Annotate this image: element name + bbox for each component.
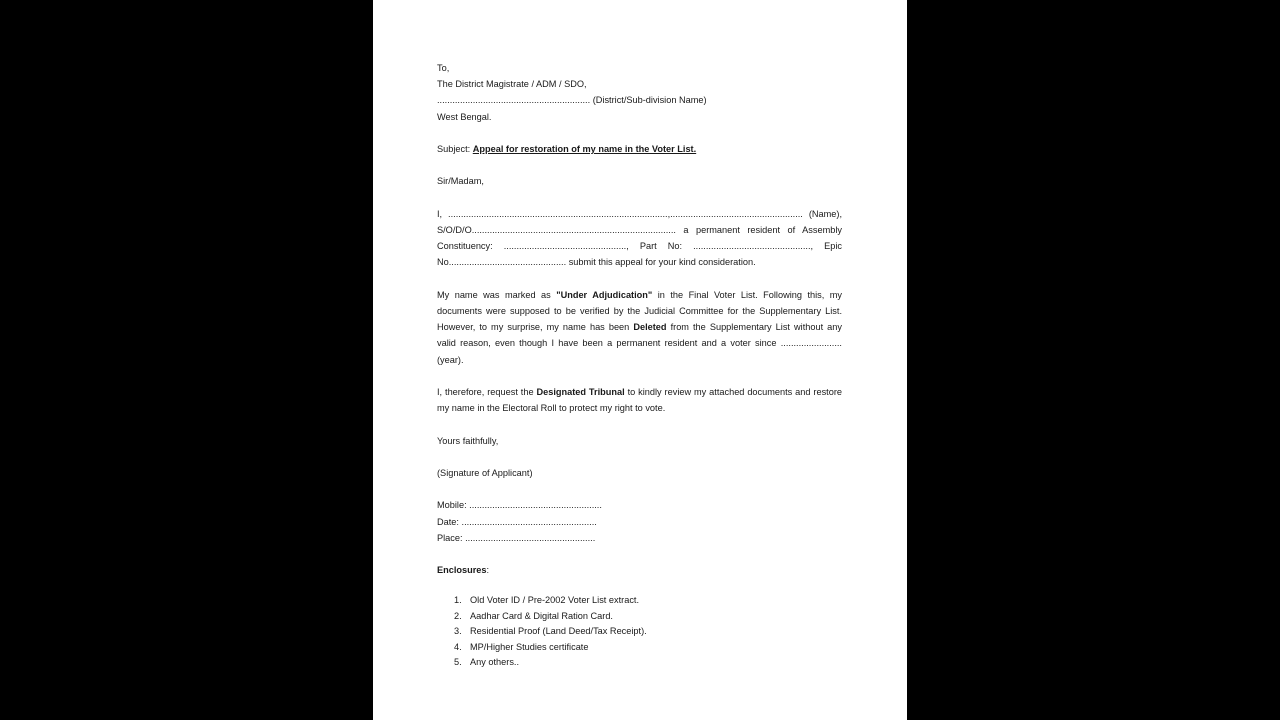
list-number: 4. — [454, 641, 462, 652]
list-number: 5. — [454, 656, 462, 667]
place-line: Place: ................................................... — [437, 532, 596, 543]
enclosures-heading — [437, 562, 842, 578]
intro-line-3: Constituency: ................................................, Part No: .............................................., Epic — [437, 241, 842, 252]
subject-label: Subject: — [437, 144, 473, 154]
list-text: Aadhar Card & Digital Ration Card. — [470, 610, 613, 621]
enclosures-label: Enclosures — [437, 565, 487, 576]
addressee-line: The District Magistrate / ADM / SDO, — [437, 79, 587, 90]
document-page — [373, 0, 907, 720]
to-line: To, — [437, 63, 450, 73]
list-number: 1. — [454, 595, 462, 606]
intro-line-4: No.............................................. submit this appeal for your kind consideration. — [437, 257, 756, 268]
intro-line-2: S/O/D/O................................................................................ a permanent resident of Assembly — [437, 224, 842, 235]
salutation: Sir/Madam, — [437, 176, 484, 187]
para2-text-e: from the Supplementary List without any valid reason, even though I have been a permanent resident and a voter since ........................ (year). — [437, 322, 842, 365]
date-line: Date: ..................................................... — [437, 516, 597, 527]
list-item — [437, 640, 842, 655]
designated-tribunal-text: Designated Tribunal — [536, 386, 625, 397]
list-text: Old Voter ID / Pre-2002 Voter List extract. — [470, 595, 640, 606]
list-text: Residential Proof (Land Deed/Tax Receipt). — [470, 626, 647, 637]
signature-line: (Signature of Applicant) — [437, 467, 533, 478]
list-item — [437, 593, 842, 608]
list-number: 3. — [454, 626, 462, 637]
list-item — [437, 624, 842, 639]
para3-text-c: to kindly review my attached documents and restore my name in the Electoral Roll to protect my right to vote. — [437, 386, 843, 414]
enclosures-colon: : — [486, 565, 490, 576]
para2-text-c: in the Final Voter List. Following this, my documents were supposed to be verified by the Judicial Committee for the Supplementary List. However, to my surprise, my name has been — [437, 289, 843, 333]
request-paragraph — [437, 384, 842, 416]
list-item — [437, 609, 842, 624]
under-adjudication-text: "Under Adjudication" — [556, 289, 653, 300]
mobile-line: Mobile: .................................................... — [437, 500, 602, 511]
appeal-paragraph — [437, 287, 842, 368]
state-line: West Bengal. — [437, 111, 492, 122]
intro-line-1: I, ......................................................................................,.................................................... (Name), — [437, 208, 842, 219]
para3-text-a: I, therefore, request the — [437, 386, 537, 397]
closing-line: Yours faithfully, — [437, 435, 499, 446]
subject-line — [437, 141, 842, 157]
deleted-text: Deleted — [633, 322, 667, 333]
list-number: 2. — [454, 610, 462, 621]
subject-text: Appeal for restoration of my name in the Voter List. — [472, 144, 697, 154]
letter-body — [437, 60, 842, 670]
enclosures-list — [437, 593, 842, 670]
para2-text-a: My name was marked as — [437, 289, 557, 300]
list-item — [437, 655, 842, 670]
district-line: ............................................................ (District/Sub-division Name) — [437, 95, 707, 106]
list-text: MP/Higher Studies certificate — [470, 641, 589, 652]
list-text: Any others.. — [470, 656, 520, 667]
